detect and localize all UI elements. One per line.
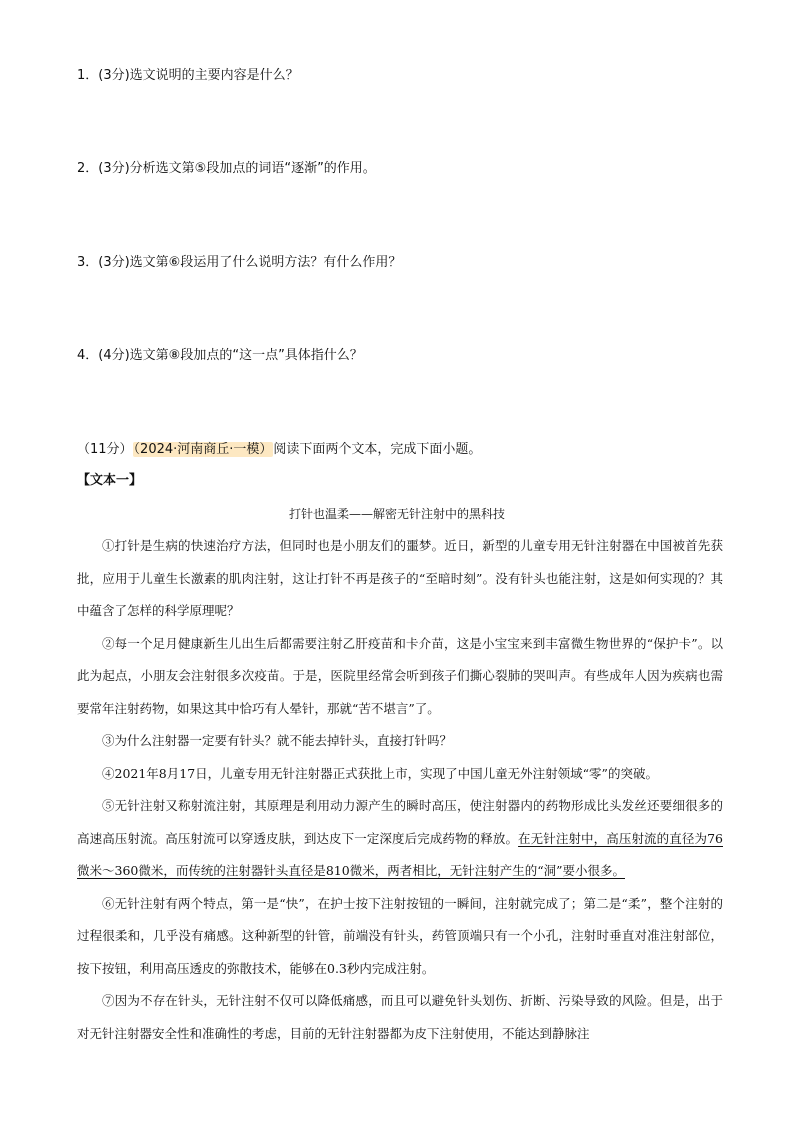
paragraph-4: ④2021年8月17日，儿童专用无针注射器正式获批上市，实现了中国儿童无外注射领域“零”的突破。 (102, 765, 658, 781)
reading-intro (77, 441, 481, 459)
paragraph-5 (77, 790, 723, 888)
question-2: 2．(3分)分析选文第⑤段加点的词语“逐渐”的作用。 (77, 161, 376, 176)
paragraph-1: ①打针是生病的快速治疗方法，但同时也是小朋友们的噩梦。近日，新型的儿童专用无针注射器在中国被首先获批，应用于儿童生长激素的肌肉注射，这让打针不再是孩子的“至暗时刻”。没有针头也能注射，这是如何实现的？其中蕴含了怎样的科学原理呢？ (77, 538, 723, 618)
paragraph-3: ③为什么注射器一定要有针头？就不能去掉针头，直接打针吗？ (102, 733, 453, 748)
paragraph-7: ⑦因为不存在针头，无针注射不仅可以降低痛感，而且可以避免针头划伤、折断、污染导致的风险。但是，出于对无针注射器安全性和准确性的考虑，目前的无针注射器都为皮下注射使用，不能达到静脉注 (77, 993, 723, 1041)
question-4: 4．(4分)选文第⑧段加点的“这一点”具体指什么？ (77, 348, 363, 363)
question-1: 1．(3分)选文说明的主要内容是什么？ (77, 68, 299, 83)
paragraph-2: ②每一个足月健康新生儿出生后都需要注射乙肝疫苗和卡介苗，这是小宝宝来到丰富微生物世界的“保护卡”。以此为起点，小朋友会注射很多次疫苗。于是，医院里经常会听到孩子们撕心裂肺的哭叫声。有些成年人因为疾病也需要常年注射药物，如果这其中恰巧有人晕针，那就“苦不堪言”了。 (77, 635, 723, 716)
article-body (77, 530, 723, 1050)
source-tag: （2024·河南商丘·一模） (133, 442, 273, 457)
article-title: 打针也温柔——解密无针注射中的黑科技 (288, 507, 505, 521)
paragraph-5-underlined: 在无针注射中，高压射流的直径为76微米～360微米，而传统的注射器针头直径是810微米，两者相比，无针注射产生的“洞”要小很多。 (77, 830, 723, 878)
paragraph-6: ⑥无针注射有两个特点，第一是“快”，在护士按下注射按钮的一瞬间，注射就完成了；第二是“柔”，整个注射的过程很柔和，几乎没有痛感。这种新型的针管，前端没有针头，药管顶端只有一个小孔，注射时垂直对准注射部位，按下按钮，利用高压透皮的弥散技术，能够在0.3秒内完成注射。 (77, 895, 723, 976)
instruction-text: 阅读下面两个文本，完成下面小题。 (273, 442, 482, 457)
question-3: 3．(3分)选文第⑥段运用了什么说明方法？有什么作用？ (77, 255, 402, 270)
paragraph-5-main: ⑤无针注射又称射流注射，其原理是利用动力源产生的瞬时高压，使注射器内的药物形成比头发丝还要细很多的高速高压射流。高压射流可以穿透皮肤，到达皮下一定深度后完成药物的释放。 (77, 798, 723, 846)
section-label: 【文本一】 (77, 473, 143, 488)
score-label: （11分） (77, 442, 133, 457)
